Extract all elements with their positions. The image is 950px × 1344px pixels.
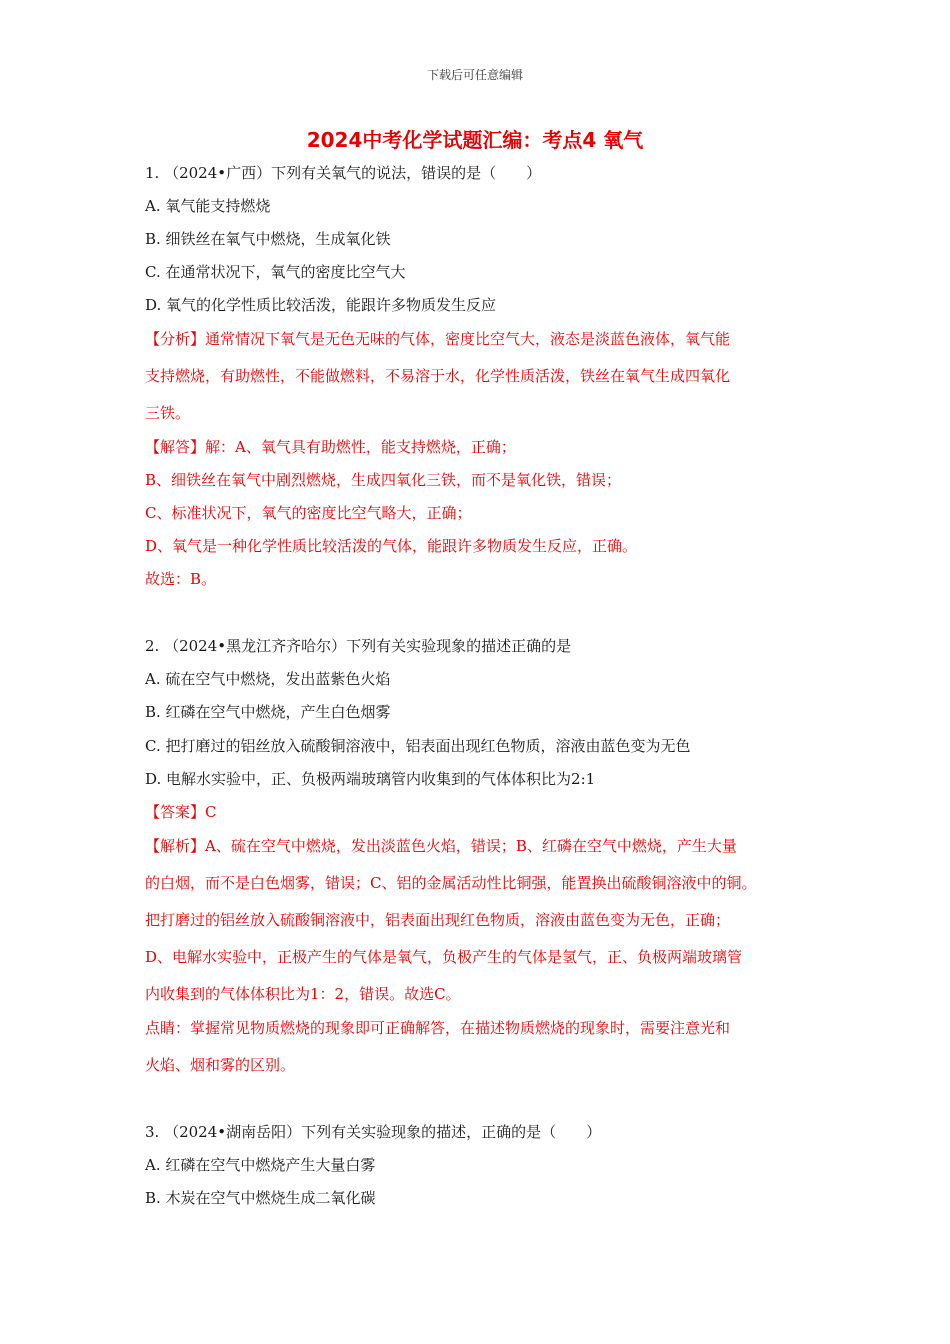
question-3-stem: 3. （2024•湖南岳阳）下列有关实验现象的描述，正确的是（ ） (145, 1123, 602, 1141)
header-note: 下载后可任意编辑 (426, 68, 523, 82)
question-1-analysis-line: 【分析】通常情况下氧气是无色无味的气体，密度比空气大，液态是淡蓝色液体，氧气能 (145, 330, 731, 348)
question-2-explanation-line: D、电解水实验中，正极产生的气体是氧气，负极产生的气体是氢气，正、负极两端玻璃管 (145, 948, 743, 966)
question-2-explanation-line: 内收集到的气体体积比为1：2，错误。故选C。 (145, 985, 461, 1003)
question-1-analysis-line: 支持燃烧，有助燃性，不能做燃料，不易溶于水，化学性质活泼，铁丝在氧气生成四氧化 (145, 367, 731, 385)
question-2-stem: 2. （2024•黑龙江齐齐哈尔）下列有关实验现象的描述正确的是 (145, 637, 572, 655)
question-2-explanation-line: 的白烟，而不是白色烟雾，错误；C、铝的金属活动性比铜强，能置换出硫酸铜溶液中的铜。 (145, 874, 757, 892)
question-2-tip-line: 火焰、烟和雾的区别。 (145, 1056, 296, 1074)
question-1-solution-line: D、氧气是一种化学性质比较活泼的气体，能跟许多物质发生反应，正确。 (145, 537, 638, 555)
question-2-answer: 【答案】C (145, 803, 217, 821)
question-1-solution-line: 故选：B。 (145, 570, 217, 588)
question-1-stem: 1. （2024•广西）下列有关氧气的说法，错误的是（ ） (145, 164, 542, 182)
question-2-explanation-line: 把打磨过的铝丝放入硫酸铜溶液中，铝表面出现红色物质，溶液由蓝色变为无色，正确； (145, 911, 731, 929)
question-2-explanation-line: 【解析】A、硫在空气中燃烧，发出淡蓝色火焰，错误；B、红磷在空气中燃烧，产生大量 (145, 837, 737, 855)
question-1-option-c: C. 在通常状况下，氧气的密度比空气大 (145, 263, 406, 281)
question-2-option-d: D. 电解水实验中，正、负极两端玻璃管内收集到的气体体积比为2:1 (145, 770, 596, 788)
question-3-option-b: B. 木炭在空气中燃烧生成二氧化碳 (145, 1189, 376, 1207)
question-2-tip-line: 点睛：掌握常见物质燃烧的现象即可正确解答，在描述物质燃烧的现象时，需要注意光和 (145, 1019, 731, 1037)
question-2-option-b: B. 红磷在空气中燃烧，产生白色烟雾 (145, 703, 391, 721)
question-1-option-d: D. 氧气的化学性质比较活泼，能跟许多物质发生反应 (145, 296, 497, 314)
question-3-option-a: A. 红磷在空气中燃烧产生大量白雾 (145, 1156, 376, 1174)
question-1-analysis-line: 三铁。 (145, 404, 191, 422)
question-1-solution-line: C、标准状况下，氧气的密度比空气略大，正确； (145, 504, 472, 522)
question-2-option-a: A. 硫在空气中燃烧，发出蓝紫色火焰 (145, 670, 391, 688)
question-1-solution-line: B、细铁丝在氧气中剧烈燃烧，生成四氧化三铁，而不是氧化铁，错误； (145, 471, 622, 489)
question-1-solution-line: 【解答】解：A、氧气具有助燃性，能支持燃烧，正确； (145, 438, 516, 456)
document-title: 2024中考化学试题汇编：考点4 氧气 (306, 128, 644, 152)
question-1-option-a: A. 氧气能支持燃烧 (145, 197, 271, 215)
question-1-option-b: B. 细铁丝在氧气中燃烧，生成氧化铁 (145, 230, 391, 248)
question-2-option-c: C. 把打磨过的铝丝放入硫酸铜溶液中，铝表面出现红色物质，溶液由蓝色变为无色 (145, 737, 691, 755)
